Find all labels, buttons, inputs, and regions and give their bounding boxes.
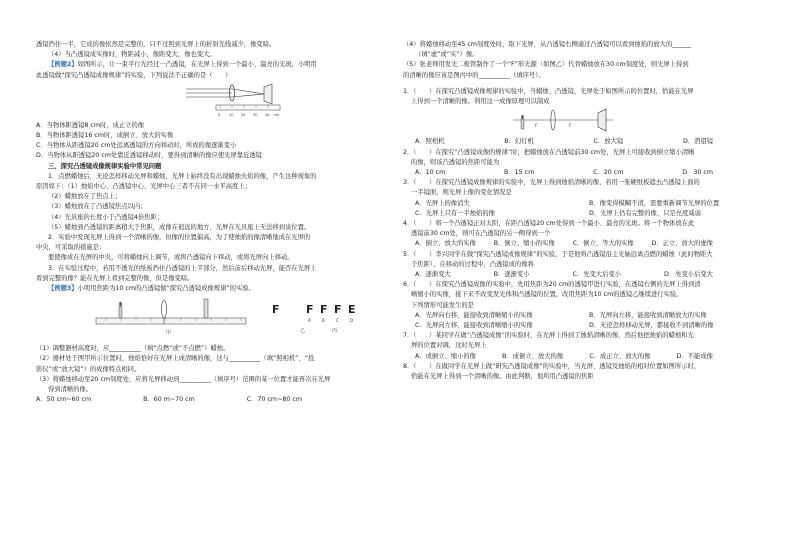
question-line: 得到清晰的像。	[48, 386, 93, 394]
question-options	[36, 395, 384, 405]
option: D．无论怎样移动光屏，都接收不到清晰的像	[589, 322, 714, 330]
question-text: 透镜前30 cm处，则可在凸透镜的另一侧得到一个	[411, 230, 551, 238]
question-options	[403, 209, 763, 219]
question-text: 于焦距），在移动的过程中，凸透镜成的像将	[411, 260, 534, 268]
question-text: （ ）某同学在做“凸透镜成像”的实验时，在光屏上得到了烛焰清晰的像，然后他把烛焰的蜡烛和光	[413, 332, 694, 340]
option: C．成正立、放大的像	[589, 352, 651, 360]
question-number: 1．	[403, 87, 414, 95]
question-number: 2．	[403, 148, 414, 156]
question-text: （ ）在探究凸透镜成像的实验中，先用焦距为20 cm的透镜甲进行实验，在透镜右侧的光屏上得到清	[413, 281, 701, 289]
question-line	[403, 229, 763, 239]
question-text: 下列情形可能发生的是	[411, 301, 474, 309]
question-text: 恰能在光屏上得到一个清晰的像。由此判断，他所用凸透镜的焦距	[411, 373, 594, 381]
question-line: （1）调整器材高度时，应__________（填“点燃”或“不点燃”）蜡烛。	[36, 345, 230, 353]
lens-figure-2	[36, 296, 384, 342]
question-item	[403, 87, 763, 148]
option: A．光屏上的像消失	[415, 199, 470, 207]
option: B．光屏向左移，能接收到清晰放大的实像	[589, 311, 707, 319]
question-options	[403, 137, 763, 147]
question-line	[403, 158, 763, 168]
text-line: 的清晰的像应该是图丙中的__________（填序号）。	[403, 71, 545, 79]
question-number: 6．	[403, 281, 414, 289]
example-label: 【例题3】	[48, 285, 78, 293]
lens-candle-diagram	[403, 107, 763, 133]
question-line	[403, 301, 763, 311]
option: B．逐渐变小	[493, 271, 530, 279]
ruler-label: 20	[241, 112, 246, 117]
option: B．当物体距透镜16 cm时，成倒立、放大的实像	[36, 132, 174, 140]
question-text: 的像，则该凸透镜的焦距可能为	[411, 158, 500, 166]
fig-letter: B	[322, 318, 325, 324]
text-line: （2）蜡烛放在了焦点上；	[48, 193, 122, 201]
question-line	[403, 280, 763, 290]
option: B．幻灯机	[504, 138, 534, 146]
question-item	[403, 250, 763, 281]
option: A．10 cm	[415, 169, 446, 177]
fig-label-yi: 乙	[300, 328, 306, 335]
question-line	[403, 372, 763, 382]
option: C．当物体从距透镜20 cm处远离透镜的方向移动时，所成的像逐渐变小	[36, 142, 237, 150]
f-glyph: F	[306, 303, 314, 317]
text-line: 透镜挡住一半，它成的像依然是完整的，只不过照到光屏上的折射光线减少，像变暗。	[36, 41, 276, 48]
ruler-label: cm	[274, 112, 280, 117]
question-text: （ ）将一个凸透镜正对太阳，在距凸透镜20 cm处得到一个最小、最亮的光斑。将一个物体放在此	[413, 220, 695, 228]
example-label: 【例题2】	[48, 61, 78, 69]
left-column	[36, 40, 384, 405]
question-text: （ ）在做同学在光屏上做“研究凸透镜成像”的实验中，当光屏、透镜及烛焰的相对位置如图所示时，	[413, 362, 701, 370]
question-line: 影仪”或“放大镜”）的成像特点相同。	[36, 365, 141, 373]
question-text: 一半镜面，则光屏上像的变化情况是	[411, 189, 512, 197]
option: C．70 cm~80 cm	[246, 396, 302, 404]
question-line	[403, 87, 763, 97]
question-line	[403, 331, 763, 341]
option: C．倒立、等大的实像	[572, 240, 634, 248]
text-line: 2．实验中发现光屏上得到一个清晰的像，但像的位置偏高，为了使烛焰的像清晰地成在光屏的	[48, 234, 311, 242]
f-glyph: F	[320, 303, 328, 317]
text-line: （3）蜡烛放在了凸透镜焦点以内；	[48, 203, 147, 211]
question-line	[403, 178, 763, 188]
text-line: （5）蜡烛到凸透镜的距离稍大于焦距，成像在很远的地方，光屏在光具座上无法移到该位置。	[48, 223, 311, 231]
text-line: 小明用焦距为10 cm的凸透镜做“探究凸透镜成像规律”的实验。	[77, 285, 255, 293]
option: B．60 m~70 cm	[143, 396, 195, 404]
fig-letter: C	[336, 318, 339, 324]
option: D．潜望镜	[682, 138, 713, 146]
text-line: （填“虚”或“实”）像。	[415, 51, 479, 59]
focal-point-label: F	[535, 123, 538, 129]
question-number: 7．	[403, 332, 414, 340]
lens-ruler-diagram	[36, 83, 384, 119]
option: B．像变得模糊不清，需要重新调节光屏的位置	[589, 199, 720, 207]
option: A．成倒立、缩小的像	[415, 352, 476, 360]
fig-letter: D	[350, 318, 354, 324]
question-text: （ ）在探究凸透镜成像规律的实验中，光屏上得到烛焰清晰的像，若用一张硬纸板遮去凸透镜上面的	[413, 179, 700, 187]
question-line	[403, 188, 763, 198]
example-3	[36, 284, 384, 294]
option: C．先变大后变小	[572, 271, 622, 279]
lens-figure-1	[36, 83, 384, 119]
question-options	[403, 352, 763, 362]
option: B．成倒立、放大的像	[502, 352, 564, 360]
text-line: （4）光具座的长度小于凸透镜4倍焦距；	[48, 213, 164, 221]
question-options	[403, 168, 763, 178]
question-line	[403, 260, 763, 270]
focal-point-label: F	[569, 123, 572, 129]
question-text: 屏的位置对调，这时光屏上	[411, 342, 487, 350]
text-line: （5）张老师用发光二极管制作了一个“F”形光源（如图乙）代替蜡烛放在30 cm刻度处，则光屏上得到	[403, 61, 689, 69]
option: A．照相机	[415, 138, 445, 146]
question-options	[403, 311, 763, 321]
text-line: 1．点燃蜡烛后，无论怎样移动光屏和蜡烛，光屏上始终没有出现蜡烛火焰的像，产生这种现象的	[48, 172, 317, 180]
e-glyph: E	[348, 303, 356, 317]
option: A．当物体距透镜8 cm时，成正立的像	[36, 121, 145, 129]
f-glyph: F	[272, 303, 280, 317]
option: A．倒立、放大的实像	[415, 240, 476, 248]
ruler-label: 0	[218, 112, 221, 117]
option: A．逐渐变大	[415, 271, 451, 279]
text-line: （4）当凸透镜成实像时，物距减小，像距变大，像也变大。	[48, 51, 216, 59]
example-2	[36, 60, 384, 70]
text-line: 此透镜做“探究凸透镜成像规律”的实验，下列说法不正确的是（ ）	[36, 71, 232, 79]
question-number: 5．	[403, 250, 414, 258]
optical-bench-diagram	[36, 296, 384, 342]
question-line	[403, 250, 763, 260]
right-column	[403, 40, 763, 382]
question-line	[403, 341, 763, 351]
question-line: （3）将蜡烛移动至20 cm刻度处，应将光屏移动到__________（填序号）范围的某一位置才能再次在光屏	[36, 375, 331, 383]
option: D．不能成像	[676, 352, 713, 360]
text-line: 如图所示，让一束平行光经过一凸透镜，在光屏上得到一个最小、最亮的光斑，小明用	[77, 61, 317, 69]
text-line: 中央，可采取的措施是：	[36, 244, 106, 252]
fig-label-bing: 丙	[332, 328, 338, 335]
question-item	[403, 280, 763, 331]
section-heading: 三、探究凸透镜成像规律实验中常见问题	[48, 162, 162, 170]
question-line	[403, 362, 763, 372]
option: D．正立、放大的虚像	[651, 240, 713, 248]
question-item	[403, 219, 763, 250]
ruler-label: 40	[265, 112, 270, 117]
question-options	[403, 199, 763, 209]
question-options	[403, 321, 763, 331]
question-item	[403, 178, 763, 219]
question-list	[403, 87, 763, 382]
f-glyph: F	[334, 303, 342, 317]
text-line: 原因如下：（1）烛焰中心、凸透镜中心、光屏中心三者不在同一水平高度上；	[36, 183, 251, 191]
option: D．30 cm	[682, 169, 713, 177]
option: B．倒立、缩小的实像	[493, 240, 555, 248]
ruler-label: 10	[229, 112, 234, 117]
question-number: 4．	[403, 220, 414, 228]
question-item	[403, 148, 763, 179]
ruler-label: 30	[253, 112, 258, 117]
text-line: 要使像成在光屏的中央，可将蜡烛向上调节，或将凸透镜向下移动，或将光屏向上移动。	[48, 254, 294, 262]
question-text: （ ）李兴同学在做“探究凸透镜成像规律”的实验，于是他将凸透镜沿主光轴远离点燃的蜡烛（此时物距大	[413, 250, 713, 258]
question-line	[403, 219, 763, 229]
question-item	[403, 331, 763, 362]
question-line	[403, 148, 763, 158]
question-number: 3．	[403, 179, 414, 187]
question-line: （2）器材处于图甲所示位置时，烛焰恰好在光屏上成清晰的像，这与__________（填“照相机”、“投	[36, 355, 315, 363]
question-text: 上得到一个清晰的像。利用这一成像原理可以制成	[411, 98, 550, 106]
question-item	[403, 362, 763, 382]
question-text: （ ）在探究“凸透镜成像的规律”时，把蜡烛放在凸透镜前30 cm处，光屏上可接收到倒立缩小清晰	[413, 148, 695, 156]
question-line	[403, 97, 763, 107]
text-line: （4）将蜡烛移动至45 cm刻度处时，取下光屏，从凸透镜右侧通过凸透镜可以看到烛焰的放大的______	[403, 41, 692, 48]
option: D．光屏上仍有完整的像，只是亮度减弱	[589, 209, 701, 217]
option: C．光屏向左移，能接收到清晰缩小的实像	[415, 322, 533, 330]
option: D．先变小后变大	[664, 271, 713, 279]
question-options	[403, 239, 763, 249]
option: D．当物体从距透镜20 cm处靠近透镜移动时，要得到清晰的像应使光屏靠近透镜	[36, 152, 262, 160]
question-options	[403, 270, 763, 280]
question-number: 8．	[403, 362, 414, 370]
option: C．放大镜	[593, 138, 624, 146]
option: A．光屏向右移，能接收到清晰缩小的实像	[415, 311, 533, 319]
question-line	[403, 290, 763, 300]
text-line: 看到完整的像？能在光屏上看到完整的像，但是像变暗。	[36, 274, 194, 282]
fig-letter: A	[308, 318, 311, 324]
option: B．15 cm	[504, 169, 535, 177]
option: C．20 cm	[593, 169, 624, 177]
option: A．50 cm~60 cm	[36, 396, 92, 404]
question-text: （ ）在探究凸透镜成像规律的实验中，当蜡烛、凸透镜、光屏处于如图所示的位置时，恰能在光屏	[413, 87, 694, 95]
text-line: 3．在实验过程中，若用不透光的纸板挡住凸透镜的上半部分，然后前后移动光屏，能否在光屏上	[48, 264, 317, 272]
option: C．光屏上只有一半烛焰的像	[415, 209, 495, 217]
fig-label-jia: 甲	[166, 330, 172, 337]
question-text: 晰缩小的实像，接下来不改变发光体和凸透镜的位置，改用焦距为10 cm的透镜乙继续进行实验。	[411, 291, 683, 299]
